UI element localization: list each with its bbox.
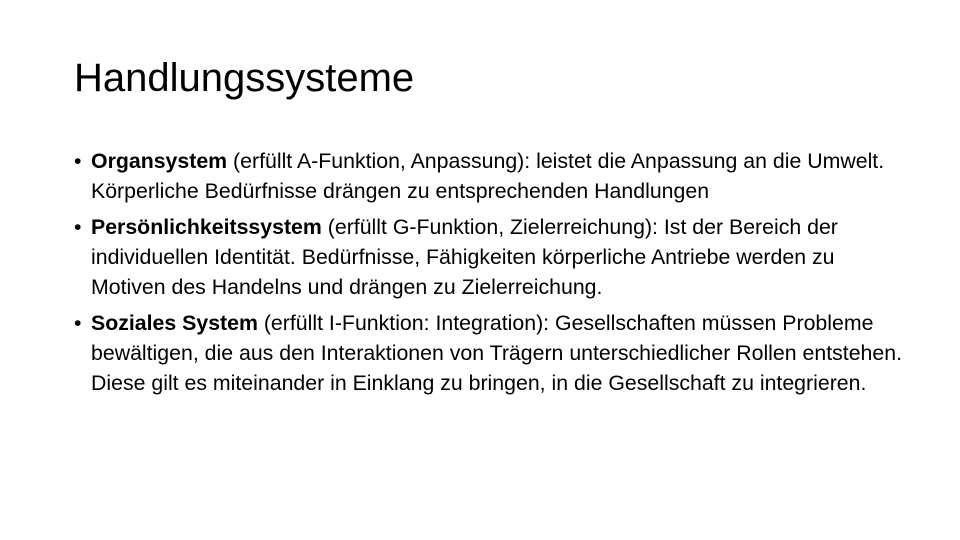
bullet-item-organsystem (74, 146, 904, 206)
bullet-text: (erfüllt A-Funktion, Anpassung): leistet die Anpassung an die Umwelt. Körperliche Bedürfnisse drängen zu entsprechenden Handlungen (91, 149, 885, 203)
bullet-list (74, 146, 904, 404)
bullet-dot: • (74, 215, 82, 239)
bullet-term: Soziales System (91, 311, 258, 335)
bullet-term: Organsystem (91, 149, 228, 173)
bullet-dot: • (74, 311, 82, 335)
bullet-text: (erfüllt I-Funktion: Integration): Gesellschaften müssen Probleme bewältigen, die aus den Interaktionen von Trägern unterschiedlicher Rollen entstehen. Diese gilt es miteinander in Einklang zu bringen, in die Gesellschaft zu integrieren. (91, 311, 902, 395)
bullet-text: (erfüllt G-Funktion, Zielerreichung): Ist der Bereich der individuellen Identität. Bedürfnisse, Fähigkeiten körperliche Antriebe werden zu Motiven des Handelns und drängen zu Zielerreichung. (91, 215, 838, 299)
bullet-term: Persönlichkeitssystem (91, 215, 322, 239)
bullet-item-soziales-system (74, 308, 904, 398)
bullet-item-persoenlichkeitssystem (74, 212, 904, 302)
bullet-dot: • (74, 149, 82, 173)
slide-title: Handlungssysteme (74, 56, 415, 100)
